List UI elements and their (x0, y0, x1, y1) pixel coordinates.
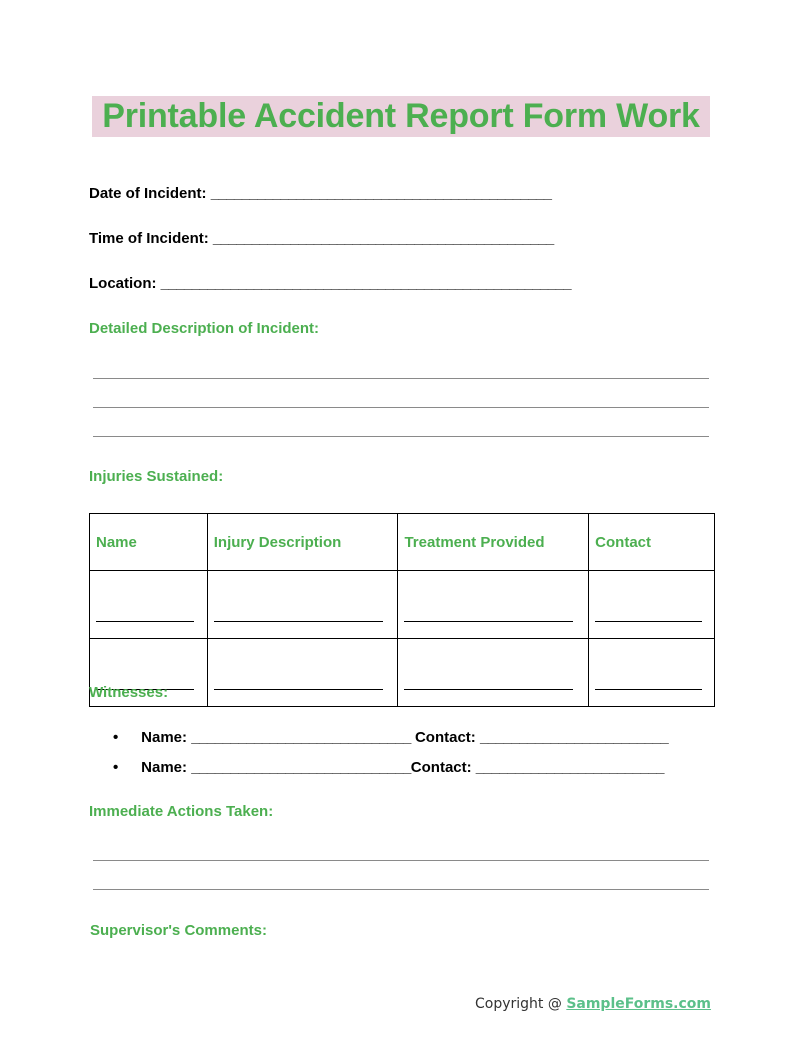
header-injury-description: Injury Description (207, 514, 398, 571)
witness-name-label: Name: (141, 759, 188, 776)
witness-contact-label: Contact: (410, 759, 472, 776)
witness-contact-blank[interactable]: ________________________ (479, 729, 669, 746)
time-of-incident-field[interactable] (89, 230, 554, 247)
date-label: Date of Incident: (89, 185, 207, 202)
time-label: Time of Incident: (89, 230, 209, 247)
injuries-heading: Injuries Sustained: (89, 468, 224, 485)
description-line-3[interactable] (93, 436, 709, 437)
cell-contact[interactable] (589, 571, 715, 639)
table-row (90, 639, 715, 707)
date-of-incident-field[interactable] (89, 185, 551, 202)
description-line-2[interactable] (93, 407, 709, 408)
actions-line-2[interactable] (93, 889, 709, 890)
blank-line (96, 621, 194, 622)
blank-line (404, 689, 573, 690)
witness-name-blank[interactable]: ____________________________ (191, 759, 411, 776)
copyright-footer (475, 996, 711, 1012)
bullet-icon: • (113, 729, 119, 746)
description-line-1[interactable] (93, 378, 709, 379)
location-field[interactable] (89, 275, 571, 292)
injuries-table (89, 513, 715, 707)
witness-name-label: Name: (141, 729, 188, 746)
cell-treatment-provided[interactable] (398, 571, 589, 639)
witness-name-blank[interactable]: ____________________________ (191, 729, 411, 746)
page-title: Printable Accident Report Form Work (102, 97, 700, 135)
cell-injury-description[interactable] (207, 571, 398, 639)
header-contact: Contact (589, 514, 715, 571)
location-blank[interactable]: _____________________________________________________ (160, 275, 572, 292)
header-name: Name (90, 514, 208, 571)
supervisor-heading: Supervisor's Comments: (90, 922, 267, 939)
cell-injury-description[interactable] (207, 639, 398, 707)
blank-line (214, 621, 383, 622)
cell-treatment-provided[interactable] (398, 639, 589, 707)
table-header-row (90, 514, 715, 571)
bullet-icon: • (113, 759, 119, 776)
witness-contact-label: Contact: (414, 729, 476, 746)
witnesses-heading: Witnesses: (89, 684, 169, 701)
copyright-text: Copyright @ (475, 996, 567, 1012)
blank-line (595, 689, 702, 690)
actions-heading: Immediate Actions Taken: (89, 803, 274, 820)
blank-line (595, 621, 702, 622)
blank-line (404, 621, 573, 622)
description-heading: Detailed Description of Incident: (89, 320, 320, 337)
header-treatment-provided: Treatment Provided (398, 514, 589, 571)
blank-line (214, 689, 383, 690)
time-blank[interactable]: ____________________________________________ (212, 230, 554, 247)
actions-line-1[interactable] (93, 860, 709, 861)
sampleforms-link[interactable]: SampleForms.com (566, 996, 712, 1012)
cell-contact[interactable] (589, 639, 715, 707)
location-label: Location: (89, 275, 157, 292)
cell-name[interactable] (90, 571, 208, 639)
witness-item (113, 729, 668, 746)
table-row (90, 571, 715, 639)
date-blank[interactable]: ____________________________________________ (210, 185, 552, 202)
witness-contact-blank[interactable]: ________________________ (475, 759, 665, 776)
witness-item (113, 759, 664, 776)
